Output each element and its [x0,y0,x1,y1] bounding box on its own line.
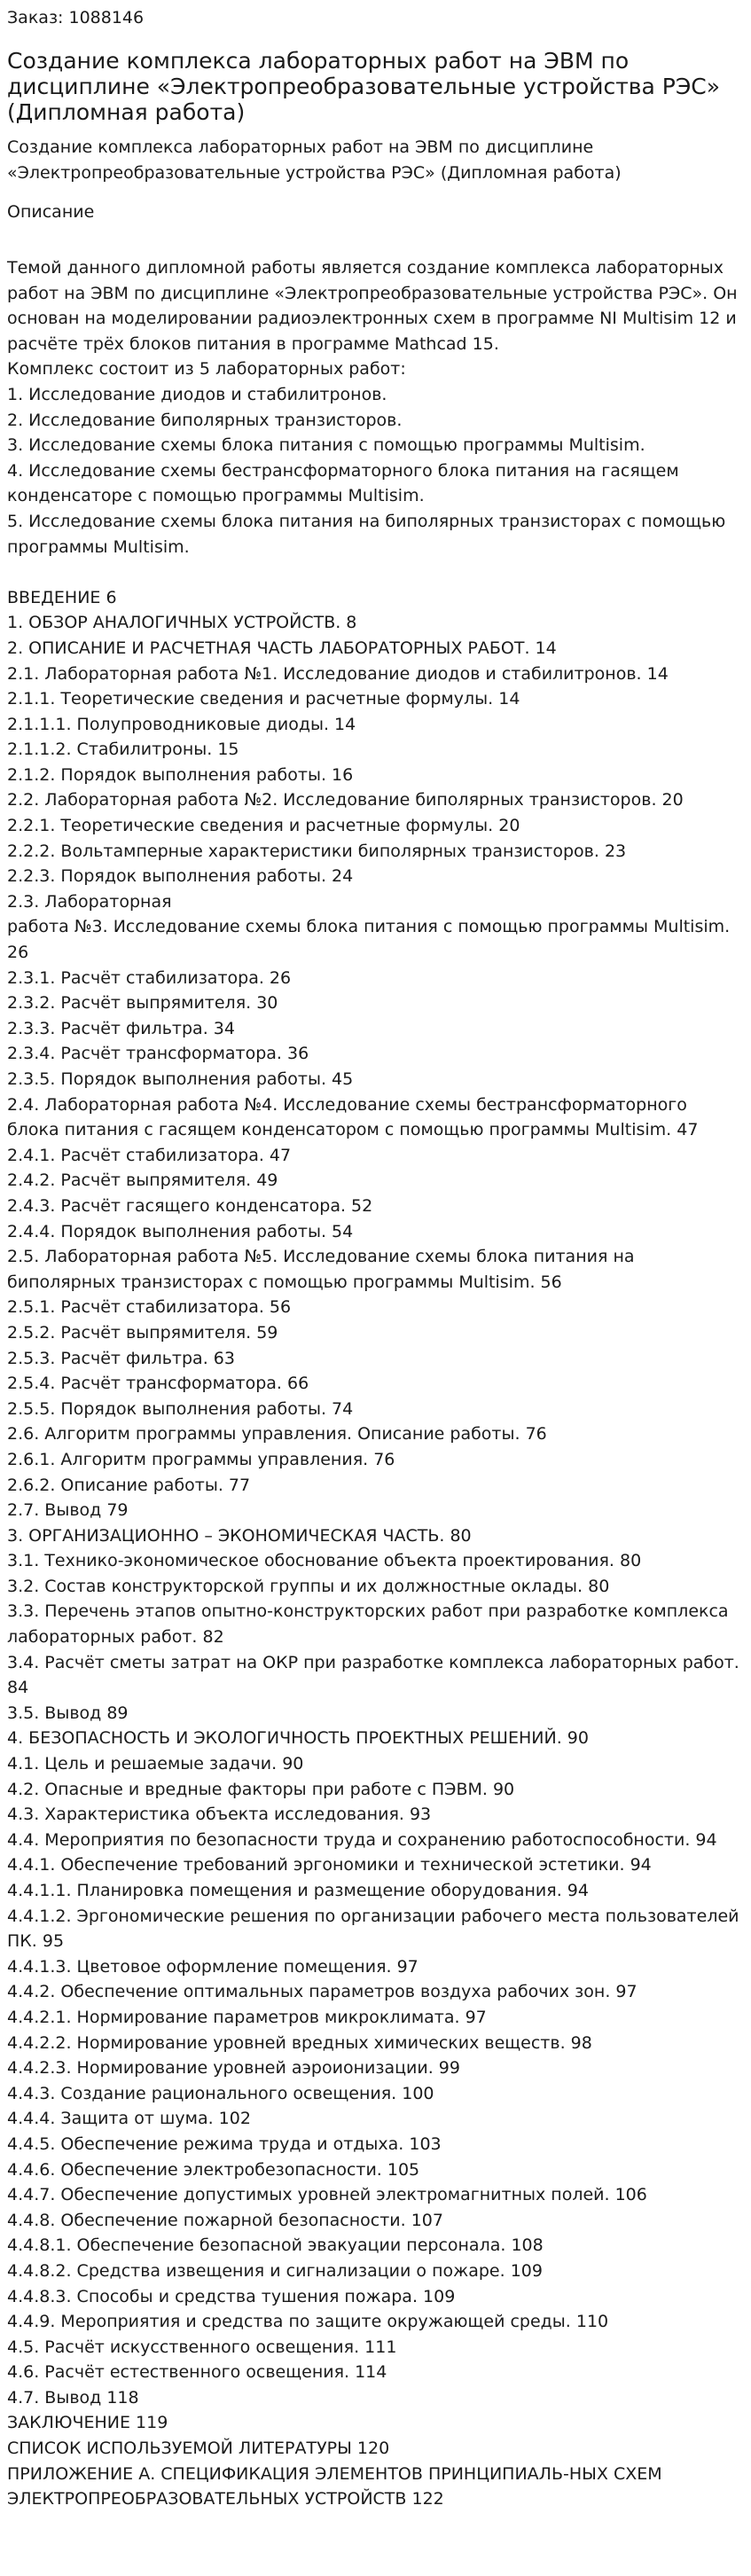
description-line: 1. Исследование диодов и стабилитронов. [7,384,387,404]
toc-entry: 4.5. Расчёт искусственного освещения. 111 [7,2337,397,2357]
toc-entry: СПИСОК ИСПОЛЬЗУЕМОЙ ЛИТЕРАТУРЫ 120 [7,2439,390,2459]
toc-entry: 2.4. Лабораторная работа №4. Исследование схемы бестрансформаторного блока питания с гасящем конденсатором с помощью программы Multisim. 47 [7,1094,699,1140]
toc-entry: 2.3.5. Порядок выполнения работы. 45 [7,1069,354,1089]
toc-entry: 4.4.2. Обеспечение оптимальных параметров воздуха рабочих зон. 97 [7,1982,638,2002]
page-title: Создание комплекса лабораторных работ на ЭВМ по дисциплине «Электропреобразовательные устройства РЭС» (Дипломная работа) [7,48,721,125]
toc-entry: 2.3.4. Расчёт трансформатора. 36 [7,1044,309,1064]
toc-entry: ВВЕДЕНИЕ 6 [7,587,117,607]
toc-entry: 2.4.2. Расчёт выпрямителя. 49 [7,1171,278,1191]
toc-entry: 2.1. Лабораторная работа №1. Исследование диодов и стабилитронов. 14 [7,663,669,684]
toc-entry: 4.4.1. Обеспечение требований эргономики и технической эстетики. 94 [7,1855,652,1875]
toc-entry: 2.6.1. Алгоритм программы управления. 76 [7,1449,395,1469]
toc-entry: 4. БЕЗОПАСНОСТЬ И ЭКОЛОГИЧНОСТЬ ПРОЕКТНЫХ РЕШЕНИЙ. 90 [7,1728,589,1749]
toc-entry: 4.4.3. Создание рационального освещения. 100 [7,2083,434,2103]
toc-entry: 4.4.2.2. Нормирование уровней вредных химических веществ. 98 [7,2032,592,2053]
toc-entry: 4.4.5. Обеспечение режима труда и отдыха. 103 [7,2134,442,2154]
toc-entry: 4.4.2.1. Нормирование параметров микроклимата. 97 [7,2007,487,2027]
description-line: 3. Исследование схемы блока питания с помощью программы Multisim. [7,435,645,456]
toc-entry: 2.2. Лабораторная работа №2. Исследование биполярных транзисторов. 20 [7,790,684,810]
toc-entry: 4.4.8.1. Обеспечение безопасной эвакуации персонала. 108 [7,2235,544,2256]
toc-entry: 4.4.8.2. Средства извещения и сигнализации о пожаре. 109 [7,2260,543,2281]
toc-entry: 4.4.1.3. Цветовое оформление помещения. 97 [7,1956,419,1977]
description-line: 4. Исследование схемы бестрансформаторного блока питания на гасящем конденсаторе с помощью программы Multisim. [7,460,679,506]
toc-entry: 2.1.1.1. Полупроводниковые диоды. 14 [7,714,356,734]
toc-entry: 3.1. Технико-экономическое обоснование объекта проектирования. 80 [7,1551,642,1571]
toc-entry: 2.1.1.2. Стабилитроны. 15 [7,740,239,760]
toc-entry: 4.6. Расчёт естественного освещения. 114 [7,2362,387,2383]
toc-entry: 4.7. Вывод 118 [7,2387,139,2408]
toc-entry: 4.4.4. Защита от шума. 102 [7,2109,251,2129]
toc-entry: 2.2.2. Вольтамперные характеристики биполярных транзисторов. 23 [7,841,627,861]
description-heading: Описание [7,202,95,222]
toc-entry: 1. ОБЗОР АНАЛОГИЧНЫХ УСТРОЙСТВ. 8 [7,613,357,633]
toc-entry: 3.4. Расчёт сметы затрат на ОКР при разработке комплекса лабораторных работ. 84 [7,1652,739,1698]
toc-entry: 3. ОРГАНИЗАЦИОННО – ЭКОНОМИЧЕСКАЯ ЧАСТЬ. 80 [7,1525,472,1546]
order-number: Заказ: 1088146 [7,8,145,27]
toc-entry: 2.6.2. Описание работы. 77 [7,1475,251,1495]
toc-entry: 4.3. Характеристика объекта исследования. 93 [7,1805,432,1825]
page-subtitle: Создание комплекса лабораторных работ на ЭВМ по дисциплине «Электропреобразовательные устройства РЭС» (Дипломная работа) [7,137,622,183]
description-body [7,255,742,560]
toc-entry: 2.2.1. Теоретические сведения и расчетные формулы. 20 [7,816,520,836]
toc-entry: 2.3. Лабораторная [7,891,172,912]
description-line: 5. Исследование схемы блока питания на биполярных транзисторах с помощью программы Multisim. [7,511,726,557]
toc-entry: 4.4.6. Обеспечение электробезопасности. 105 [7,2159,420,2180]
toc-entry: 3.5. Вывод 89 [7,1703,129,1723]
toc-entry: 2.7. Вывод 79 [7,1500,129,1521]
toc-entry: работа №3. Исследование схемы блока питания с помощью программы Multisim. 26 [7,917,731,963]
toc-entry: 2.4.4. Порядок выполнения работы. 54 [7,1221,354,1241]
toc-entry: 2.5.1. Расчёт стабилизатора. 56 [7,1297,292,1318]
description-line: Комплекс состоит из 5 лабораторных работ: [7,359,406,380]
toc-entry: 2.5.3. Расчёт фильтра. 63 [7,1348,235,1368]
toc-entry: 2.5. Лабораторная работа №5. Исследование схемы блока питания на биполярных транзисторах с помощью программы Multisim. 56 [7,1247,635,1292]
toc-entry: 4.4.1.2. Эргономические решения по организации рабочего места пользователей ПК. 95 [7,1906,739,1952]
toc-entry: 3.3. Перечень этапов опытно-конструкторских работ при разработке комплекса лабораторных работ. 82 [7,1601,729,1648]
table-of-contents [7,585,742,2512]
toc-entry: 4.4.9. Мероприятия и средства по защите окружающей среды. 110 [7,2312,609,2332]
toc-entry: 4.4.7. Обеспечение допустимых уровней электромагнитных полей. 106 [7,2185,647,2205]
spacer [7,560,742,585]
toc-entry: 2.1.2. Порядок выполнения работы. 16 [7,764,354,785]
toc-entry: 3.2. Состав конструкторской группы и их должностные оклады. 80 [7,1576,610,1596]
toc-entry: 2. ОПИСАНИЕ И РАСЧЕТНАЯ ЧАСТЬ ЛАБОРАТОРНЫХ РАБОТ. 14 [7,638,557,658]
toc-entry: 4.4. Мероприятия по безопасности труда и сохранению работоспособности. 94 [7,1829,717,1850]
toc-entry: 4.2. Опасные и вредные факторы при работе с ПЭВМ. 90 [7,1779,515,1799]
toc-entry: 2.1.1. Теоретические сведения и расчетные формулы. 14 [7,689,520,709]
toc-entry: 4.4.1.1. Планировка помещения и размещение оборудования. 94 [7,1881,589,1900]
toc-entry: 4.4.2.3. Нормирование уровней аэроионизации. 99 [7,2058,460,2079]
toc-entry: ПРИЛОЖЕНИЕ А. СПЕЦИФИКАЦИЯ ЭЛЕМЕНТОВ ПРИНЦИПИАЛЬ-НЫХ СХЕМ ЭЛЕКТРОПРЕОБРАЗОВАТЕЛЬНЫХ УСТРОЙСТВ 122 [7,2463,662,2509]
toc-entry: 2.2.3. Порядок выполнения работы. 24 [7,866,354,887]
description-line: Темой данного дипломной работы является создание комплекса лабораторных работ на ЭВМ по дисциплине «Электропреобразовательные устройства РЭС». Он основан на моделировании радиоэлектронных схем в программе NI Multisim 12 и расчёте трёх блоков питания в программе Mathcad 15. [7,258,738,354]
toc-entry: 2.3.1. Расчёт стабилизатора. 26 [7,967,292,988]
toc-entry: 2.5.2. Расчёт выпрямителя. 59 [7,1322,278,1343]
toc-entry: 4.4.8. Обеспечение пожарной безопасности. 107 [7,2210,443,2230]
toc-entry: 4.1. Цель и решаемые задачи. 90 [7,1754,304,1774]
toc-entry: 2.5.5. Порядок выполнения работы. 74 [7,1398,354,1419]
toc-entry: ЗАКЛЮЧЕНИЕ 119 [7,2413,168,2433]
toc-entry: 2.4.3. Расчёт гасящего конденсатора. 52 [7,1195,373,1216]
toc-entry: 2.3.2. Расчёт выпрямителя. 30 [7,993,278,1014]
toc-entry: 2.4.1. Расчёт стабилизатора. 47 [7,1145,292,1165]
description-line: 2. Исследование биполярных транзисторов. [7,410,403,430]
toc-entry: 2.6. Алгоритм программы управления. Описание работы. 76 [7,1424,547,1445]
toc-entry: 2.3.3. Расчёт фильтра. 34 [7,1018,235,1038]
toc-entry: 4.4.8.3. Способы и средства тушения пожара. 109 [7,2286,456,2306]
toc-entry: 2.5.4. Расчёт трансформатора. 66 [7,1374,309,1394]
